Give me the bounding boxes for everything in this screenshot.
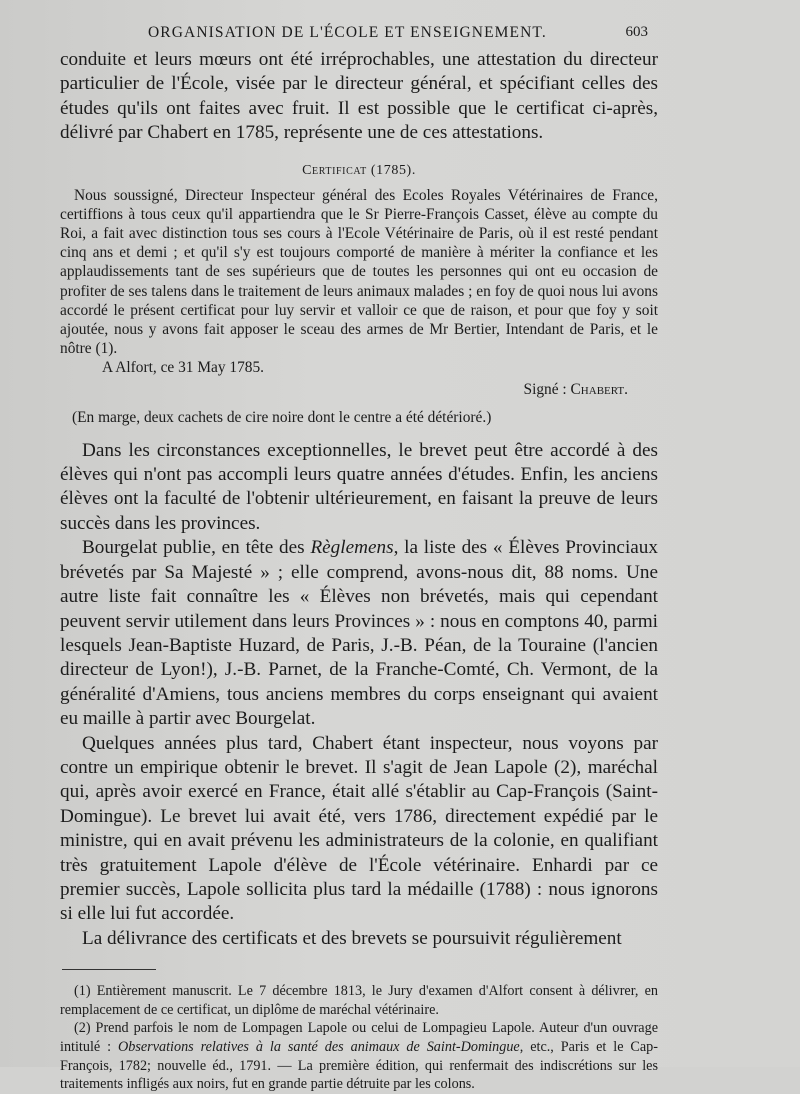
footnote-1: (1) Entièrement manuscrit. Le 7 décembre 1813, le Jury d'examen d'Alfort consent à délivrer, en remplacement de ce certificat, un diplôme de maréchal vétérinaire. <box>60 983 658 1018</box>
footnote-text: , etc., Paris et le Cap-François, 1782; nouvelle éd., 1791. — La première édition, qui renfermait des indiscrétions sur les traitements infligés aux noirs, fut en grande partie détruite par les colons. <box>60 1038 658 1093</box>
page-number: 603 <box>625 24 648 40</box>
page-body <box>60 48 658 1094</box>
paragraph-exceptional-cases: Dans les circonstances exceptionnelles, le brevet peut être accordé à des élèves qui n'ont pas accompli leurs quatre années d'études. Enfin, les anciens élèves ont la faculté de l'obtenir ultérieurement, en faisant la preuve de leurs succès dans les provinces. <box>60 439 658 534</box>
footnote-2 <box>60 1019 658 1093</box>
certificate-title: Certificat (1785). <box>302 162 416 178</box>
intro-paragraph: conduite et leurs mœurs ont été irréprochables, une attestation du directeur particulier de l'École, visée par le directeur général, et spécifiant celles des études qu'ils ont faites avec fruit. Il est possible que le certificat ci-après, délivré par Chabert en 1785, représente une de ces attestations. <box>60 49 658 144</box>
paragraph-text: , la liste des « Élèves Provinciaux brévetés par Sa Majesté » ; elle comprend, avons-nous dit, 88 noms. Une autre liste fait connaître les « Élèves non brévetés, mais qui cependant peuvent servir utilement dans leurs Provinces » : nous en comptons 40, parmi lesquels Jean-Baptiste Huzard, de Paris, J.-B. Péan, de la Touraine (l'ancien directeur de Lyon!), J.-B. Parnet, de la Franche-Comté, Ch. Vermont, de la généralité d'Amiens, tous anciens membres du corps enseignant qui avaient eu maille à partir avec Bourgelat. <box>60 537 658 730</box>
margin-note: (En marge, deux cachets de cire noire dont le centre a été détérioré.) <box>72 408 492 426</box>
footnote-divider <box>62 969 156 970</box>
paragraph-continuation: La délivrance des certificats et des brevets se poursuivit régulièrement <box>82 927 622 949</box>
signature-name: Chabert. <box>570 380 628 398</box>
signature-prefix: Signé : <box>523 380 571 398</box>
certificate-signature <box>60 380 658 400</box>
paragraph-lapole: Quelques années plus tard, Chabert étant inspecteur, nous voyons par contre un empirique obtenir le brevet. Il s'agit de Jean Lapole (2), maréchal qui, après avoir exercé en France, était allé s'établir au Cap-François (Saint-Domingue). Le brevet lui avait été, vers 1786, directement expédié par le ministre, qui en avait prévenu les administrateurs de la colonie, en qualifiant très gratuitement Lapole d'élève de l'École vétérinaire. Enhardi par ce premier succès, Lapole sollicita plus tard la médaille (1788) : nous ignorons si elle lui fut accordée. <box>60 732 658 925</box>
paragraph-bourgelat-lists <box>60 536 658 731</box>
certificate-place-date: A Alfort, ce 31 May 1785. <box>102 359 265 377</box>
paragraph-text: Bourgelat publie, en tête des <box>82 537 311 559</box>
certificate-text: Nous soussigné, Directeur Inspecteur général des Ecoles Royales Vétérinaires de France, certiffions à tous ceux qu'il appartiendra que le Sr Pierre-François Casset, élève au compte du Roi, a fait avec distinction tous ses cours à l'Ecole Vétérinaire de Paris, où il est resté pendant cinq ans et demi ; et qu'il s'y est toujours comporté de manière à mériter la confiance et les applaudissements tant de ses supérieurs que de toutes les personnes qui ont eu occasion de profiter de ses talens dans le traitement de leurs animaux malades ; en foy de quoi nous lui avons accordé le présent certificat pour luy servir et valloir ce que de raison, et pour que foy y soit ajoutée, nous y avons fait apposer le sceau des armes de Mr Bertier, Intendant de Paris, et le nôtre (1). <box>60 186 658 358</box>
footnote-text: (2) Prend parfois le nom de Lompagen Lapole ou celui de Lompagieu Lapole. Auteur d'un ouvrage intitulé : <box>60 1020 658 1055</box>
page-header <box>148 22 648 46</box>
italic-title: Observations relatives à la santé des animaux de Saint-Domingue <box>118 1038 520 1055</box>
italic-title: Règlemens <box>310 537 394 559</box>
running-title: ORGANISATION DE L'ÉCOLE ET ENSEIGNEMENT. <box>148 24 547 41</box>
